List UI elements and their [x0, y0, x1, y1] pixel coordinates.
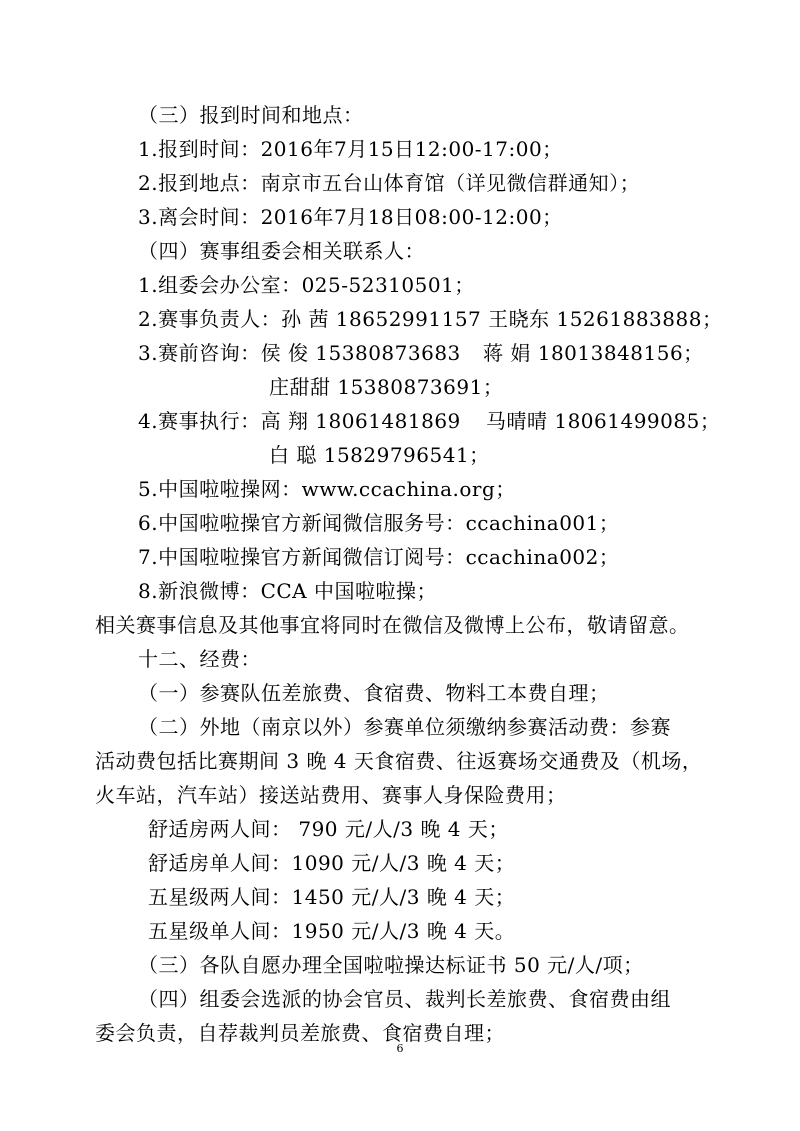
exec-contact-1: 4.赛事执行：高 翔 18061481869 — [138, 409, 461, 433]
exec-contact-2: 马晴晴 18061499085； — [486, 409, 721, 433]
consult-contact-1: 3.赛前咨询：侯 俊 15380873683 — [138, 341, 461, 365]
fee-rate-2: 舒适房单人间：1090 元/人/3 晚 4 天； — [148, 851, 516, 875]
wechat-subscription-line: 7.中国啦啦操官方新闻微信订阅号：ccachina002； — [138, 545, 620, 569]
fee-item-1: （一）参赛队伍差旅费、食宿费、物料工本费自理； — [138, 681, 610, 705]
consult-contact-2: 蒋 娟 18013848156； — [483, 341, 704, 365]
website-line: 5.中国啦啦操网：www.ccachina.org； — [138, 477, 516, 501]
page-number: 6 — [396, 1042, 404, 1055]
section-4-heading: （四）赛事组委会相关联系人： — [138, 239, 425, 263]
fee-item-4-line-1: （四）组委会选派的协会官员、裁判长差旅费、食宿费由组 — [138, 987, 671, 1011]
fee-rate-1: 舒适房两人间： 790 元/人/3 晚 4 天； — [148, 817, 509, 841]
wechat-service-line: 6.中国啦啦操官方新闻微信服务号：ccachina001； — [138, 511, 620, 535]
weibo-line: 8.新浪微博：CCA 中国啦啦操； — [138, 579, 437, 603]
departure-time: 3.离会时间：2016年7月18日08:00-12:00； — [138, 205, 563, 229]
event-leader-contacts: 2.赛事负责人：孙 茜 18652991157 王晓东 15261883888； — [138, 307, 723, 331]
checkin-location: 2.报到地点：南京市五台山体育馆（详见微信群通知）； — [138, 171, 641, 195]
consult-contact-3: 庄甜甜 15380873691； — [269, 375, 504, 399]
fee-rate-4: 五星级单人间：1950 元/人/3 晚 4 天。 — [148, 919, 516, 943]
checkin-time: 1.报到时间：2016年7月15日12:00-17:00； — [138, 137, 563, 161]
fee-rate-3: 五星级两人间：1450 元/人/3 晚 4 天； — [148, 885, 516, 909]
exec-contact-3: 白 聪 15829796541； — [269, 443, 490, 467]
fee-item-4-line-2: 委会负责，自荐裁判员差旅费、食宿费自理； — [95, 1021, 505, 1045]
office-phone: 1.组委会办公室：025-52310501； — [138, 273, 475, 297]
section-3-heading: （三）报到时间和地点： — [138, 103, 364, 127]
notice-line: 相关赛事信息及其他事宜将同时在微信及微博上公布，敬请留意。 — [95, 613, 690, 637]
section-12-heading: 十二、经费： — [138, 647, 261, 671]
fee-item-2-line-2: 活动费包括比赛期间 3 晚 4 天食宿费、往返赛场交通费及（机场， — [95, 749, 703, 773]
fee-item-2-line-1: （二）外地（南京以外）参赛单位须缴纳参赛活动费：参赛 — [138, 715, 671, 739]
fee-item-2-line-3: 火车站，汽车站）接送站费用、赛事人身保险费用； — [95, 783, 567, 807]
fee-item-3: （三）各队自愿办理全国啦啦操达标证书 50 元/人/项； — [138, 953, 644, 977]
